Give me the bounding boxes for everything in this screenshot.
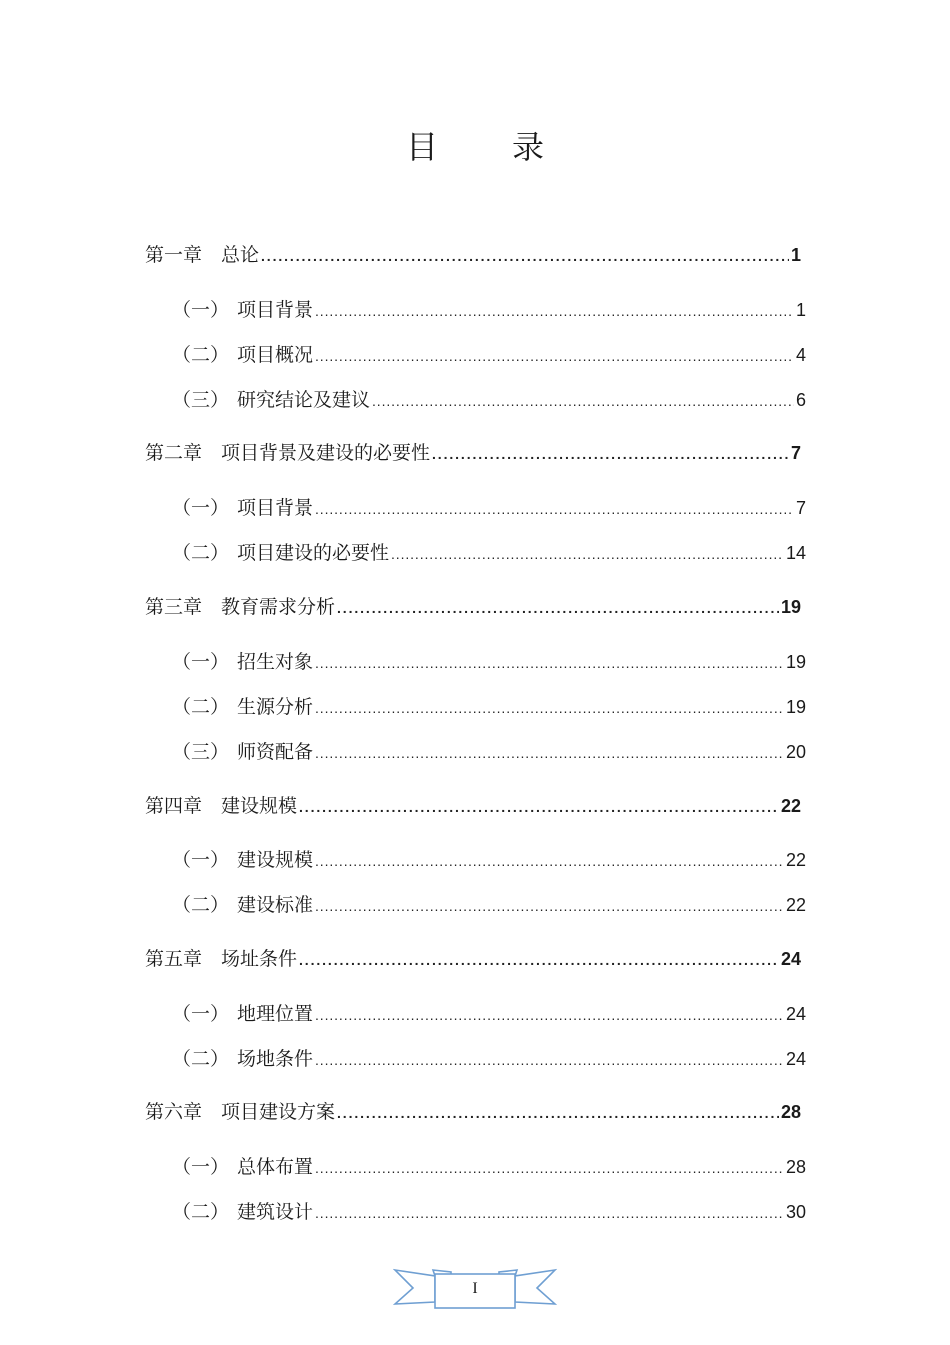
toc-dot-leader bbox=[315, 745, 784, 761]
toc-dot-leader bbox=[315, 501, 794, 517]
toc-section-entry[interactable] bbox=[172, 647, 806, 674]
toc-section-entry[interactable] bbox=[172, 692, 806, 719]
toc-entry-label: 项目背景 bbox=[237, 497, 314, 519]
toc-dot-leader bbox=[299, 799, 779, 815]
toc-entry-label: 第一章 总论 bbox=[145, 244, 260, 266]
toc-chapter-entry[interactable] bbox=[145, 944, 801, 971]
toc-entry-label: 招生对象 bbox=[237, 651, 314, 673]
toc-entry-number: （一） bbox=[172, 651, 230, 673]
toc-entry-number: （一） bbox=[172, 299, 230, 321]
toc-dot-leader bbox=[315, 348, 794, 364]
toc-entry-label: 项目概况 bbox=[237, 344, 314, 366]
toc-page-number: 1 bbox=[790, 245, 801, 265]
toc-page-number: 14 bbox=[785, 543, 806, 563]
toc-entry-label: 建设规模 bbox=[237, 849, 314, 871]
toc-entry-label: 总体布置 bbox=[237, 1156, 314, 1178]
toc-dot-leader bbox=[261, 248, 789, 264]
page-number: I bbox=[472, 1280, 478, 1297]
toc-chapter-entry[interactable] bbox=[145, 791, 801, 818]
toc-entry-label: 第五章 场址条件 bbox=[145, 948, 298, 970]
toc-section-entry[interactable] bbox=[172, 1044, 806, 1071]
toc-entry-label: 项目背景 bbox=[237, 299, 314, 321]
toc-entry-label: 研究结论及建议 bbox=[237, 389, 371, 411]
toc-dot-leader bbox=[315, 700, 784, 716]
toc-entry-label: 第四章 建设规模 bbox=[145, 795, 298, 817]
toc-page-number: 28 bbox=[785, 1157, 806, 1177]
toc-section-entry[interactable] bbox=[172, 385, 806, 412]
toc-dot-leader bbox=[337, 600, 779, 616]
toc-page-number: 24 bbox=[785, 1049, 806, 1069]
toc-entry-label: 第二章 项目背景及建设的必要性 bbox=[145, 442, 431, 464]
toc-page-number: 20 bbox=[785, 742, 806, 762]
toc-entry-label: 生源分析 bbox=[237, 696, 314, 718]
toc-section-entry[interactable] bbox=[172, 845, 806, 872]
toc-entry-number: （一） bbox=[172, 497, 230, 519]
toc-entry-number: （二） bbox=[172, 1201, 230, 1223]
toc-entry-number: （二） bbox=[172, 344, 230, 366]
toc-entry-label: 建筑设计 bbox=[237, 1201, 314, 1223]
toc-section-entry[interactable] bbox=[172, 295, 806, 322]
toc-page-number: 7 bbox=[790, 443, 801, 463]
toc-page-number: 4 bbox=[795, 345, 806, 365]
toc-page-number: 28 bbox=[780, 1102, 801, 1122]
toc-entry-label: 地理位置 bbox=[237, 1003, 314, 1025]
toc-entry-label: 第六章 项目建设方案 bbox=[145, 1101, 336, 1123]
toc-dot-leader bbox=[432, 446, 789, 462]
toc-entry-label: 场地条件 bbox=[237, 1048, 314, 1070]
toc-entry-number: （二） bbox=[172, 894, 230, 916]
toc-entry-number: （三） bbox=[172, 389, 230, 411]
toc-dot-leader bbox=[315, 655, 784, 671]
toc-page-number: 24 bbox=[780, 949, 801, 969]
title-char-2: 录 bbox=[512, 128, 545, 166]
toc-section-entry[interactable] bbox=[172, 890, 806, 917]
toc-page-number: 19 bbox=[780, 597, 801, 617]
toc-page-number: 19 bbox=[785, 697, 806, 717]
toc-dot-leader bbox=[315, 1052, 784, 1068]
toc-chapter-entry[interactable] bbox=[145, 240, 801, 267]
toc-section-entry[interactable] bbox=[172, 737, 806, 764]
toc-section-entry[interactable] bbox=[172, 493, 806, 520]
toc-dot-leader bbox=[391, 546, 784, 562]
toc-page-number: 22 bbox=[780, 796, 801, 816]
toc-page-number: 22 bbox=[785, 850, 806, 870]
toc-section-entry[interactable] bbox=[172, 1197, 806, 1224]
toc-page-number: 24 bbox=[785, 1004, 806, 1024]
toc-page-number: 19 bbox=[785, 652, 806, 672]
toc-entry-number: （一） bbox=[172, 1003, 230, 1025]
toc-entry-label: 建设标准 bbox=[237, 894, 314, 916]
toc-dot-leader bbox=[315, 898, 784, 914]
toc-page-number: 6 bbox=[795, 390, 806, 410]
toc-dot-leader bbox=[299, 952, 779, 968]
toc-entry-number: （三） bbox=[172, 741, 230, 763]
toc-page-number: 1 bbox=[795, 300, 806, 320]
toc-dot-leader bbox=[315, 1205, 784, 1221]
toc-dot-leader bbox=[372, 393, 794, 409]
toc-chapter-entry[interactable] bbox=[145, 1097, 801, 1124]
toc-dot-leader bbox=[315, 303, 794, 319]
toc-entry-number: （一） bbox=[172, 1156, 230, 1178]
toc-entry-number: （二） bbox=[172, 542, 230, 564]
toc-section-entry[interactable] bbox=[172, 1152, 806, 1179]
toc-dot-leader bbox=[315, 1160, 784, 1176]
toc-page-number: 22 bbox=[785, 895, 806, 915]
toc-entry-label: 第三章 教育需求分析 bbox=[145, 596, 336, 618]
toc-section-entry[interactable] bbox=[172, 538, 806, 565]
toc-section-entry[interactable] bbox=[172, 999, 806, 1026]
toc-entry-number: （二） bbox=[172, 1048, 230, 1070]
toc-chapter-entry[interactable] bbox=[145, 592, 801, 619]
toc-dot-leader bbox=[337, 1105, 779, 1121]
toc-entry-number: （二） bbox=[172, 696, 230, 718]
title-char-1: 目 bbox=[405, 128, 438, 166]
toc-page-number: 7 bbox=[795, 498, 806, 518]
toc-entry-label: 项目建设的必要性 bbox=[237, 542, 390, 564]
toc-page-number: 30 bbox=[785, 1202, 806, 1222]
toc-section-entry[interactable] bbox=[172, 340, 806, 367]
toc-entry-number: （一） bbox=[172, 849, 230, 871]
toc-entry-label: 师资配备 bbox=[237, 741, 314, 763]
page-footer bbox=[393, 1266, 557, 1312]
toc-chapter-entry[interactable] bbox=[145, 438, 801, 465]
toc-dot-leader bbox=[315, 853, 784, 869]
toc-dot-leader bbox=[315, 1007, 784, 1023]
